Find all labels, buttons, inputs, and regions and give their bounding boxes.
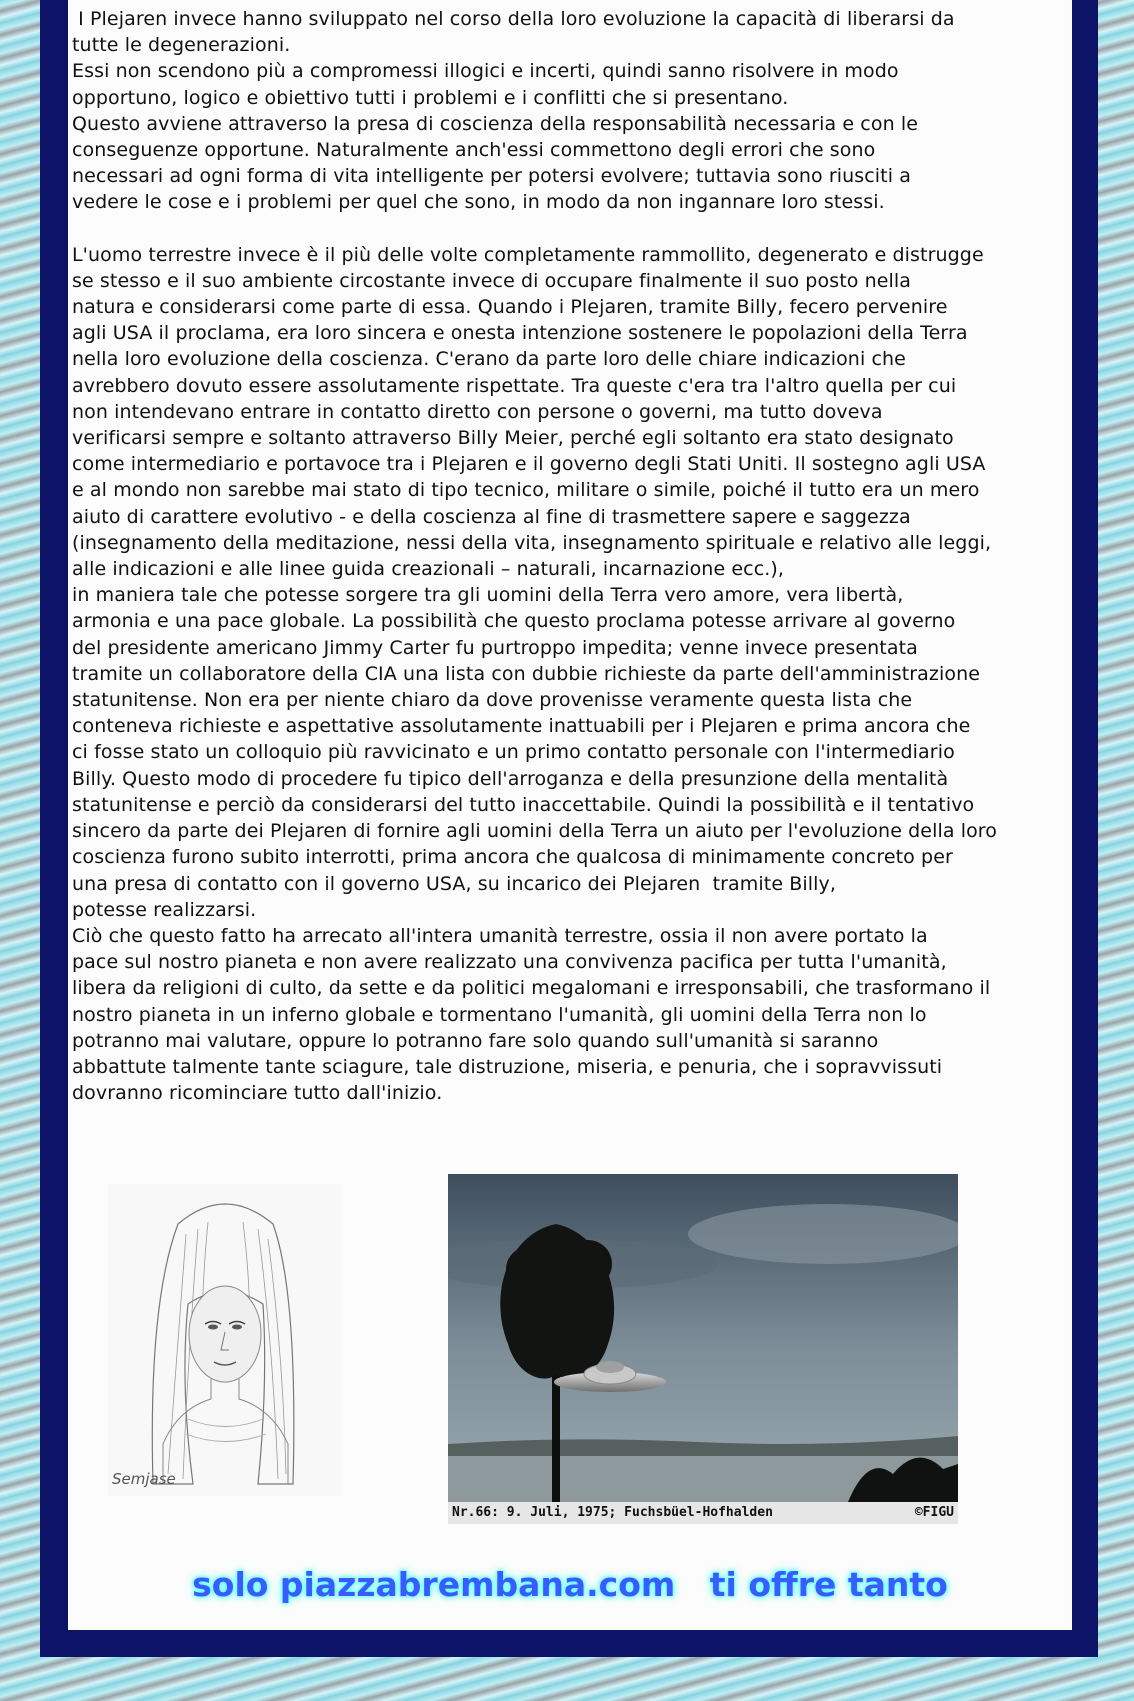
ufo-photo-image	[448, 1174, 958, 1524]
paragraph: in maniera tale che potesse sorgere tra gli uomini della Terra vero amore, vera libertà, armonia e una pace globale. La possibilità che questo proclama potesse arrivare al governo del presidente americano Jimmy Carter fu purtroppo impedita; venne invece presentata tramite un collaboratore della CIA una lista con dubbie richieste da parte dell'amministrazione statunitense. Non era per niente chiaro da dove provenisse veramente questa lista che conteneva richieste e aspettative assolutamente inattuabili per i Plejaren e prima ancora che ci fosse stato un colloquio più ravvicinato e un primo contatto personale con l'intermediario Billy. Questo modo di procedere fu tipico dell'arroganza e della presunzione della mentalità statunitense e perciò da considerarsi del tutto inaccettabile. Quindi la possibilità e il tentativo sincero da parte dei Plejaren di fornire agli uomini della Terra un aiuto per l'evoluzione della loro coscienza furono subito interrotti, prima ancora che qualcosa di minimamente concreto per una presa di contatto con il governo USA, su incarico dei Plejaren tramite Billy, potesse realizzarsi.	[72, 584, 998, 921]
semjase-sketch-image	[108, 1184, 343, 1496]
photo-copyright: ©FIGU	[914, 1505, 954, 1520]
article-text	[72, 6, 1072, 1106]
paragraph: Ciò che questo fatto ha arrecato all'intera umanità terrestre, ossia il non avere portato la pace sul nostro pianeta e non avere realizzato una convivenza pacifica per tutta l'umanità, libera da religioni di culto, da sette e da politici megalomani e irresponsabili, che trasformano il nostro pianeta in un inferno globale e tormentano l'umanità, gli uomini della Terra non lo potranno mai valutare, oppure lo potranno fare solo quando sull'umanità si saranno abbattute talmente tante sciagure, tale distruzione, miseria, e penuria, che i sopravvissuti dovranno ricominciare tutto dall'inizio.	[72, 924, 991, 1105]
paragraph: L'uomo terrestre invece è il più delle volte completamente rammollito, degenerato e distrugge se stesso e il suo ambiente circostante invece di occupare finalmente il suo posto nella natura e considerarsi come parte di essa. Quando i Plejaren, tramite Billy, fecero pervenire agli USA il proclama, era loro sincera e onesta intenzione sostenere le popolazioni della Terra nella loro evoluzione della coscienza. C'erano da parte loro delle chiare indicazioni che avrebbero dovuto essere assolutamente rispettate. Tra queste c'era tra l'altro quella per cui non intendevano entrare in contatto diretto con persone o governi, ma tutto doveva verificarsi sempre e soltanto attraverso Billy Meier, perché egli soltanto era stato designato come intermediario e portavoce tra i Plejaren e il governo degli Stati Uniti. Il sostegno agli USA e al mondo non sarebbe mai stato di tipo tecnico, militare o simile, poiché il tutto era un mero aiuto di carattere evolutivo - e della coscienza al fine di trasmettere sapere e saggezza (insegnamento della meditazione, nessi della vita, insegnamento spirituale e relativo alle leggi, alle indicazioni e alle linee guida creazionali – naturali, incarnazione ecc.),	[72, 243, 992, 581]
paragraph-spacer	[72, 216, 1072, 242]
content-panel	[68, 0, 1072, 1630]
promo-banner[interactable]: solo piazzabrembana.com ti offre tanto	[192, 1565, 948, 1604]
sketch-caption: Semjase	[112, 1470, 176, 1488]
portrait-sketch-icon	[108, 1184, 343, 1496]
paragraph: I Plejaren invece hanno sviluppato nel corso della loro evoluzione la capacità di liberarsi da tutte le degenerazioni.	[72, 8, 955, 57]
photo-caption-bar	[448, 1502, 958, 1524]
photo-caption-text: Nr.66: 9. Juli, 1975; Fuchsbüel-Hofhalden	[452, 1505, 773, 1520]
paragraph: Questo avviene attraverso la presa di coscienza della responsabilità necessaria e con le conseguenze opportune. Naturalmente anch'essi commettono degli errori che sono necessari ad ogni forma di vita intelligente per potersi evolvere; tuttavia sono riusciti a vedere le cose e i problemi per quel che sono, in modo da non ingannare loro stessi.	[72, 112, 919, 214]
page-frame	[40, 0, 1098, 1657]
ufo-photo-icon	[448, 1174, 958, 1524]
paragraph: Essi non scendono più a compromessi illogici e incerti, quindi sanno risolvere in modo opportuno, logico e obiettivo tutti i problemi e i conflitti che si presentano.	[72, 60, 899, 109]
